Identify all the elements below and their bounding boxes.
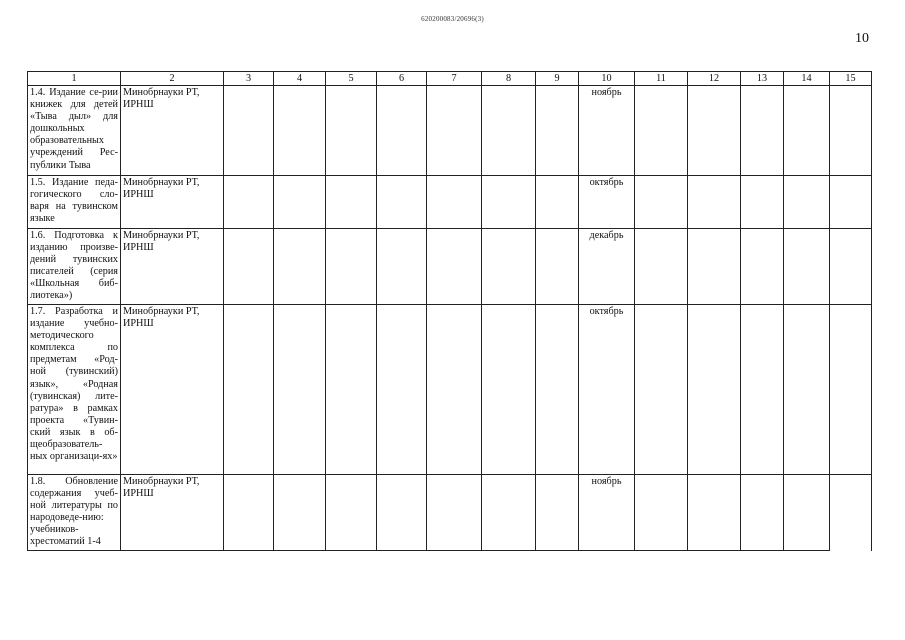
empty-cell bbox=[635, 176, 688, 229]
table-row bbox=[28, 305, 872, 475]
executor-cell: Минобрнауки РТ, ИРНШ bbox=[121, 305, 224, 475]
executor-cell: Минобрнауки РТ, ИРНШ bbox=[121, 475, 224, 551]
empty-cell bbox=[427, 229, 482, 305]
column-number: 3 bbox=[224, 72, 274, 86]
empty-cell bbox=[688, 86, 741, 176]
empty-cell bbox=[427, 176, 482, 229]
table-row bbox=[28, 229, 872, 305]
empty-cell bbox=[635, 305, 688, 475]
empty-cell bbox=[377, 86, 427, 176]
empty-cell bbox=[427, 305, 482, 475]
activity-cell: 1.7. Разработка и издание учебно-методического комплекса по предметам «Род-ной (тувинский) язык», «Родная (тувинская) лите-ратура» в рамках проекта «Тувин-ский язык в об-щеобразователь-ных организаци-ях» bbox=[28, 305, 121, 475]
empty-cell bbox=[224, 176, 274, 229]
plan-table bbox=[27, 71, 872, 551]
column-number: 5 bbox=[326, 72, 377, 86]
empty-cell bbox=[635, 229, 688, 305]
empty-cell bbox=[427, 86, 482, 176]
empty-cell bbox=[688, 176, 741, 229]
empty-cell bbox=[635, 475, 688, 551]
table-row bbox=[28, 176, 872, 229]
month-cell: октябрь bbox=[579, 176, 635, 229]
document-code: 620200083/20696(3) bbox=[421, 15, 484, 23]
empty-cell bbox=[274, 229, 326, 305]
column-number: 15 bbox=[830, 72, 872, 86]
empty-cell bbox=[741, 86, 784, 176]
empty-cell bbox=[326, 475, 377, 551]
month-cell: ноябрь bbox=[579, 475, 635, 551]
empty-cell bbox=[274, 86, 326, 176]
empty-cell bbox=[274, 305, 326, 475]
empty-cell bbox=[377, 475, 427, 551]
empty-cell bbox=[427, 475, 482, 551]
empty-cell bbox=[224, 305, 274, 475]
table-row bbox=[28, 86, 872, 176]
empty-cell bbox=[830, 86, 872, 176]
empty-cell bbox=[274, 176, 326, 229]
page-number: 10 bbox=[855, 31, 869, 46]
column-number: 1 bbox=[28, 72, 121, 86]
empty-cell bbox=[224, 475, 274, 551]
column-number: 8 bbox=[482, 72, 536, 86]
empty-cell bbox=[377, 176, 427, 229]
empty-cell bbox=[377, 229, 427, 305]
empty-cell bbox=[688, 305, 741, 475]
column-number: 11 bbox=[635, 72, 688, 86]
empty-cell bbox=[482, 176, 536, 229]
empty-cell bbox=[688, 229, 741, 305]
column-number: 2 bbox=[121, 72, 224, 86]
empty-cell bbox=[536, 86, 579, 176]
activity-cell: 1.8. Обновление содержания учеб-ной литературы по народоведе-нию: учебников-хрестоматий 1-4 bbox=[28, 475, 121, 551]
empty-cell bbox=[741, 475, 784, 551]
empty-cell bbox=[784, 305, 830, 475]
column-number: 7 bbox=[427, 72, 482, 86]
column-number: 14 bbox=[784, 72, 830, 86]
empty-cell bbox=[224, 229, 274, 305]
empty-cell bbox=[830, 475, 872, 551]
empty-cell bbox=[482, 475, 536, 551]
empty-cell bbox=[784, 86, 830, 176]
empty-cell bbox=[784, 229, 830, 305]
empty-cell bbox=[830, 229, 872, 305]
empty-cell bbox=[326, 229, 377, 305]
activity-cell: 1.6. Подготовка к изданию произве-дений тувинских писателей (серия «Школьная биб-лиотека») bbox=[28, 229, 121, 305]
empty-cell bbox=[224, 86, 274, 176]
empty-cell bbox=[536, 176, 579, 229]
empty-cell bbox=[635, 86, 688, 176]
empty-cell bbox=[326, 305, 377, 475]
activity-cell: 1.4. Издание се-рии книжек для детей «Тыва дыл» для дошкольных образовательных учреждений Рес-публики Тыва bbox=[28, 86, 121, 176]
empty-cell bbox=[536, 229, 579, 305]
empty-cell bbox=[741, 229, 784, 305]
empty-cell bbox=[830, 176, 872, 229]
empty-cell bbox=[741, 176, 784, 229]
empty-cell bbox=[830, 305, 872, 475]
executor-cell: Минобрнауки РТ, ИРНШ bbox=[121, 176, 224, 229]
empty-cell bbox=[741, 305, 784, 475]
executor-cell: Минобрнауки РТ, ИРНШ bbox=[121, 86, 224, 176]
month-cell: октябрь bbox=[579, 305, 635, 475]
column-number: 12 bbox=[688, 72, 741, 86]
empty-cell bbox=[784, 176, 830, 229]
column-number: 9 bbox=[536, 72, 579, 86]
empty-cell bbox=[482, 305, 536, 475]
empty-cell bbox=[377, 305, 427, 475]
column-number: 10 bbox=[579, 72, 635, 86]
empty-cell bbox=[536, 305, 579, 475]
column-number-row bbox=[28, 72, 872, 86]
empty-cell bbox=[536, 475, 579, 551]
empty-cell bbox=[274, 475, 326, 551]
month-cell: декабрь bbox=[579, 229, 635, 305]
table-row bbox=[28, 475, 872, 551]
column-number: 4 bbox=[274, 72, 326, 86]
empty-cell bbox=[326, 176, 377, 229]
month-cell: ноябрь bbox=[579, 86, 635, 176]
empty-cell bbox=[326, 86, 377, 176]
empty-cell bbox=[482, 229, 536, 305]
executor-cell: Минобрнауки РТ, ИРНШ bbox=[121, 229, 224, 305]
column-number: 6 bbox=[377, 72, 427, 86]
column-number: 13 bbox=[741, 72, 784, 86]
empty-cell bbox=[688, 475, 741, 551]
empty-cell bbox=[482, 86, 536, 176]
activity-cell: 1.5. Издание педа-гогического сло-варя на тувинском языке bbox=[28, 176, 121, 229]
empty-cell bbox=[784, 475, 830, 551]
